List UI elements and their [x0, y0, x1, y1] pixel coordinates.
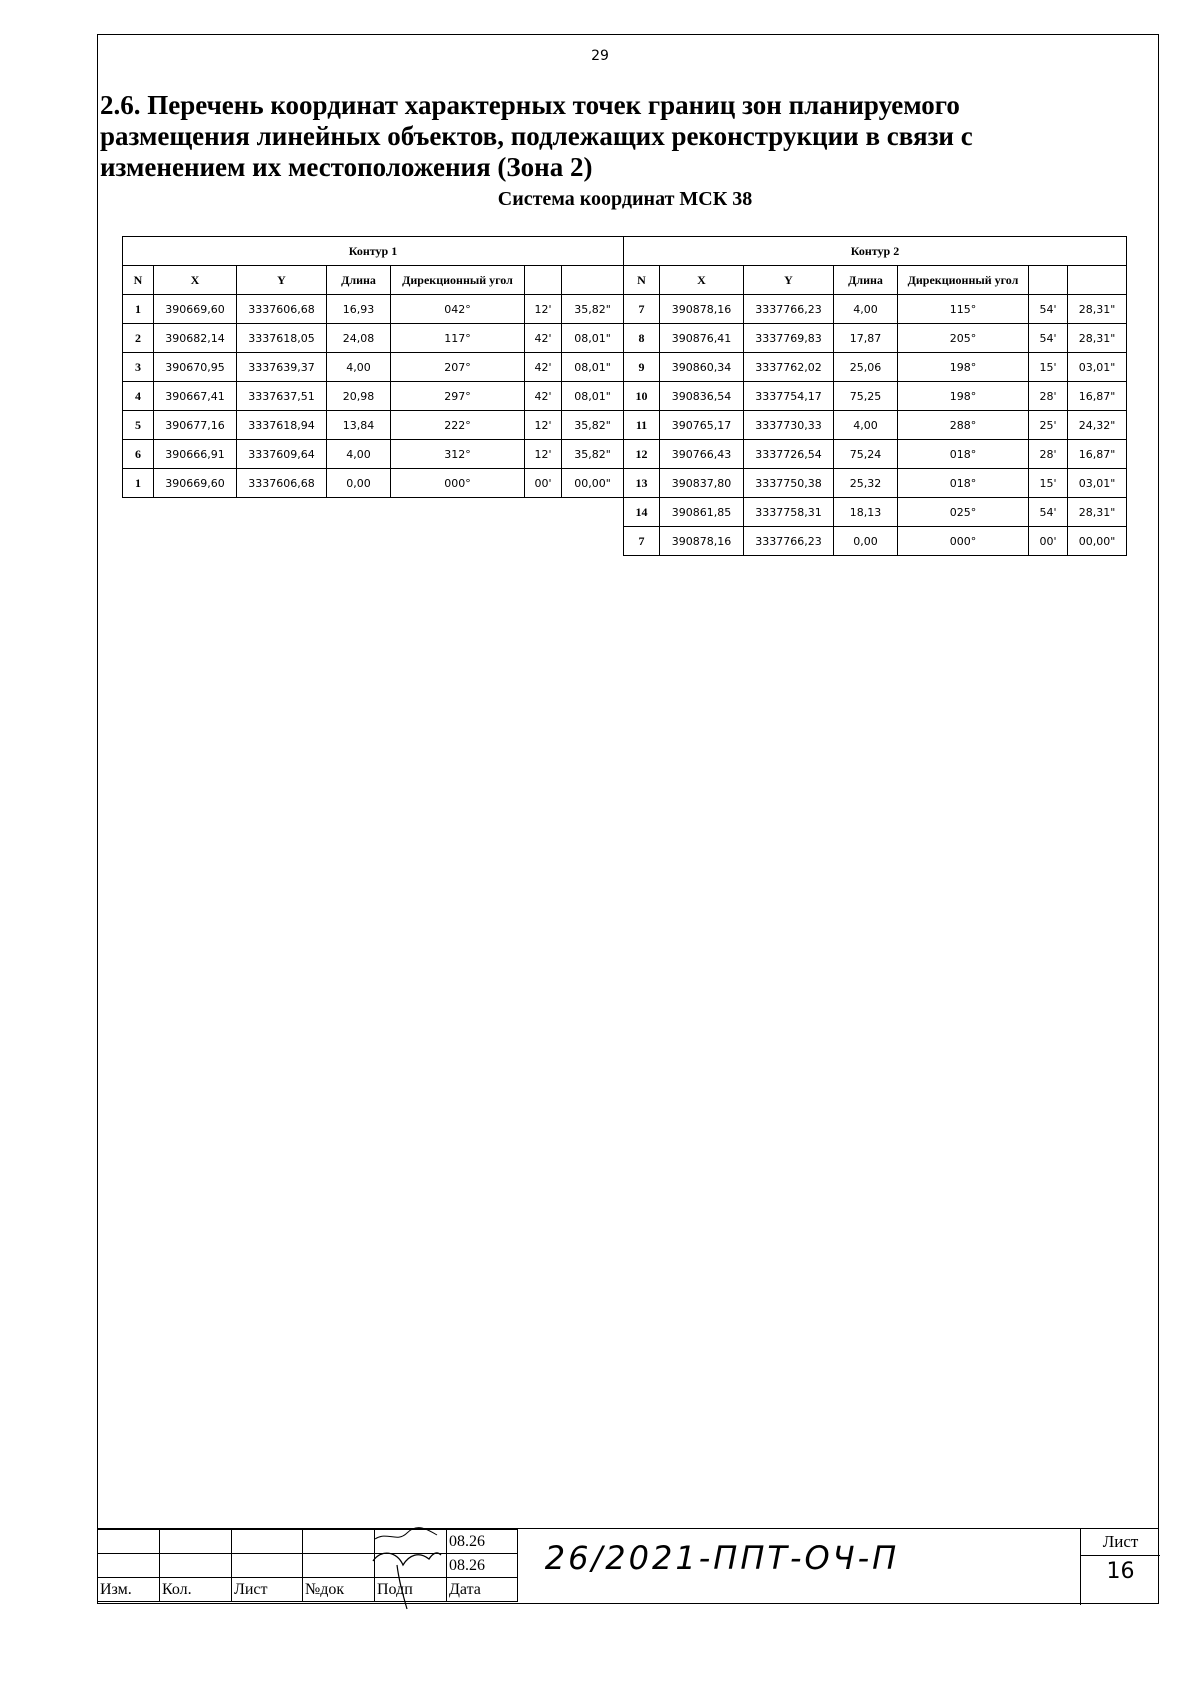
- angle-minutes: 25': [1029, 411, 1068, 440]
- angle-minutes: 12': [525, 411, 562, 440]
- point-number: 9: [624, 353, 660, 382]
- col-minutes: [525, 266, 562, 295]
- y-coordinate: 3337639,37: [237, 353, 327, 382]
- angle-seconds: 08,01": [562, 382, 624, 411]
- angle-degrees: 222°: [391, 411, 525, 440]
- point-number: 7: [624, 527, 660, 556]
- length: 16,93: [327, 295, 391, 324]
- point-number: 6: [123, 440, 154, 469]
- table-row: [123, 295, 624, 324]
- stamp-label-izm: Изм.: [98, 1578, 160, 1602]
- stamp-label-kol: Кол.: [160, 1578, 232, 1602]
- contour-2-label: Контур 2: [624, 237, 1127, 266]
- point-number: 2: [123, 324, 154, 353]
- angle-seconds: 35,82": [562, 440, 624, 469]
- angle-degrees: 000°: [391, 469, 525, 498]
- table-row: [624, 353, 1127, 382]
- table-row: [123, 353, 624, 382]
- table-row: [123, 469, 624, 498]
- x-coordinate: 390837,80: [660, 469, 744, 498]
- document-code: 26/2021-ППТ-ОЧ-П: [544, 1539, 900, 1577]
- handwritten-signature: [367, 1525, 447, 1615]
- point-number: 3: [123, 353, 154, 382]
- angle-minutes: 42': [525, 324, 562, 353]
- col-length: Длина: [834, 266, 898, 295]
- angle-seconds: 24,32": [1068, 411, 1127, 440]
- angle-minutes: 28': [1029, 440, 1068, 469]
- col-minutes: [1029, 266, 1068, 295]
- angle-minutes: 42': [525, 353, 562, 382]
- angle-seconds: 28,31": [1068, 295, 1127, 324]
- x-coordinate: 390669,60: [154, 469, 237, 498]
- angle-minutes: 28': [1029, 382, 1068, 411]
- length: 0,00: [834, 527, 898, 556]
- table-row: [123, 440, 624, 469]
- angle-seconds: 08,01": [562, 353, 624, 382]
- x-coordinate: 390765,17: [660, 411, 744, 440]
- point-number: 1: [123, 295, 154, 324]
- length: 25,32: [834, 469, 898, 498]
- col-y: Y: [237, 266, 327, 295]
- y-coordinate: 3337754,17: [744, 382, 834, 411]
- stamp-date-2: 08.26: [447, 1554, 518, 1578]
- stamp-label-ndok: №док: [303, 1578, 375, 1602]
- length: 75,24: [834, 440, 898, 469]
- col-n: N: [624, 266, 660, 295]
- y-coordinate: 3337618,94: [237, 411, 327, 440]
- col-x: X: [154, 266, 237, 295]
- table-row: [624, 324, 1127, 353]
- angle-minutes: 00': [1029, 527, 1068, 556]
- x-coordinate: 390670,95: [154, 353, 237, 382]
- y-coordinate: 3337730,33: [744, 411, 834, 440]
- stamp-label-list: Лист: [232, 1578, 303, 1602]
- x-coordinate: 390666,91: [154, 440, 237, 469]
- point-number: 4: [123, 382, 154, 411]
- coordinate-system-subtitle: Система координат МСК 38: [497, 188, 753, 210]
- col-seconds: [1068, 266, 1127, 295]
- stamp-label-podp: Подп: [375, 1578, 447, 1602]
- sheet-label: Лист: [1081, 1529, 1160, 1556]
- length: 17,87: [834, 324, 898, 353]
- angle-minutes: 15': [1029, 469, 1068, 498]
- length: 4,00: [327, 440, 391, 469]
- angle-minutes: 54': [1029, 324, 1068, 353]
- point-number: 8: [624, 324, 660, 353]
- angle-degrees: 312°: [391, 440, 525, 469]
- sheet-number: 16: [1106, 1559, 1135, 1584]
- point-number: 7: [624, 295, 660, 324]
- x-coordinate: 390836,54: [660, 382, 744, 411]
- length: 4,00: [834, 295, 898, 324]
- angle-minutes: 54': [1029, 295, 1068, 324]
- angle-minutes: 12': [525, 295, 562, 324]
- y-coordinate: 3337766,23: [744, 295, 834, 324]
- col-x: X: [660, 266, 744, 295]
- angle-minutes: 12': [525, 440, 562, 469]
- angle-seconds: 28,31": [1068, 498, 1127, 527]
- x-coordinate: 390766,43: [660, 440, 744, 469]
- point-number: 5: [123, 411, 154, 440]
- point-number: 10: [624, 382, 660, 411]
- y-coordinate: 3337750,38: [744, 469, 834, 498]
- length: 13,84: [327, 411, 391, 440]
- angle-minutes: 00': [525, 469, 562, 498]
- contour-2-table: [623, 236, 1127, 556]
- x-coordinate: 390860,34: [660, 353, 744, 382]
- angle-degrees: 205°: [898, 324, 1029, 353]
- y-coordinate: 3337766,23: [744, 527, 834, 556]
- angle-seconds: 16,87": [1068, 382, 1127, 411]
- table-row: [624, 440, 1127, 469]
- col-length: Длина: [327, 266, 391, 295]
- table-row: [624, 295, 1127, 324]
- y-coordinate: 3337726,54: [744, 440, 834, 469]
- angle-seconds: 00,00": [1068, 527, 1127, 556]
- x-coordinate: 390861,85: [660, 498, 744, 527]
- length: 4,00: [834, 411, 898, 440]
- angle-minutes: 42': [525, 382, 562, 411]
- point-number: 11: [624, 411, 660, 440]
- angle-degrees: 115°: [898, 295, 1029, 324]
- col-n: N: [123, 266, 154, 295]
- col-angle: Дирекционный угол: [391, 266, 525, 295]
- stamp-label-data: Дата: [447, 1578, 518, 1602]
- y-coordinate: 3337758,31: [744, 498, 834, 527]
- angle-degrees: 042°: [391, 295, 525, 324]
- contour-1-label: Контур 1: [123, 237, 624, 266]
- table-row: [624, 498, 1127, 527]
- stamp-date-1: 08.26: [447, 1530, 518, 1554]
- angle-degrees: 198°: [898, 353, 1029, 382]
- angle-seconds: 35,82": [562, 411, 624, 440]
- title-block: [97, 1528, 1159, 1605]
- angle-degrees: 018°: [898, 440, 1029, 469]
- x-coordinate: 390876,41: [660, 324, 744, 353]
- angle-degrees: 288°: [898, 411, 1029, 440]
- length: 4,00: [327, 353, 391, 382]
- table-row: [123, 411, 624, 440]
- col-seconds: [562, 266, 624, 295]
- x-coordinate: 390878,16: [660, 527, 744, 556]
- length: 20,98: [327, 382, 391, 411]
- x-coordinate: 390878,16: [660, 295, 744, 324]
- angle-degrees: 207°: [391, 353, 525, 382]
- length: 0,00: [327, 469, 391, 498]
- table-row: [624, 469, 1127, 498]
- angle-degrees: 025°: [898, 498, 1029, 527]
- length: 25,06: [834, 353, 898, 382]
- x-coordinate: 390677,16: [154, 411, 237, 440]
- section-title: 2.6. Перечень координат характерных точек границ зон планируемого размещения линейных объектов, подлежащих реконструкции в связи с изменением их местоположения (Зона 2): [100, 90, 973, 182]
- point-number: 14: [624, 498, 660, 527]
- y-coordinate: 3337618,05: [237, 324, 327, 353]
- angle-degrees: 198°: [898, 382, 1029, 411]
- angle-degrees: 117°: [391, 324, 525, 353]
- angle-degrees: 018°: [898, 469, 1029, 498]
- length: 18,13: [834, 498, 898, 527]
- y-coordinate: 3337637,51: [237, 382, 327, 411]
- angle-seconds: 03,01": [1068, 469, 1127, 498]
- y-coordinate: 3337769,83: [744, 324, 834, 353]
- x-coordinate: 390669,60: [154, 295, 237, 324]
- angle-seconds: 00,00": [562, 469, 624, 498]
- length: 24,08: [327, 324, 391, 353]
- y-coordinate: 3337762,02: [744, 353, 834, 382]
- length: 75,25: [834, 382, 898, 411]
- page-number: 29: [591, 48, 609, 64]
- sheet-box: [1080, 1529, 1160, 1605]
- table-row: [624, 411, 1127, 440]
- angle-seconds: 28,31": [1068, 324, 1127, 353]
- col-y: Y: [744, 266, 834, 295]
- y-coordinate: 3337606,68: [237, 295, 327, 324]
- angle-minutes: 15': [1029, 353, 1068, 382]
- angle-seconds: 08,01": [562, 324, 624, 353]
- angle-degrees: 000°: [898, 527, 1029, 556]
- table-row: [624, 382, 1127, 411]
- table-row: [123, 324, 624, 353]
- angle-minutes: 54': [1029, 498, 1068, 527]
- revision-stamp: [97, 1529, 518, 1602]
- contour-1-table: [122, 236, 624, 498]
- angle-seconds: 35,82": [562, 295, 624, 324]
- point-number: 13: [624, 469, 660, 498]
- col-angle: Дирекционный угол: [898, 266, 1029, 295]
- y-coordinate: 3337609,64: [237, 440, 327, 469]
- point-number: 12: [624, 440, 660, 469]
- point-number: 1: [123, 469, 154, 498]
- angle-seconds: 03,01": [1068, 353, 1127, 382]
- x-coordinate: 390682,14: [154, 324, 237, 353]
- table-row: [624, 527, 1127, 556]
- y-coordinate: 3337606,68: [237, 469, 327, 498]
- angle-degrees: 297°: [391, 382, 525, 411]
- table-row: [123, 382, 624, 411]
- angle-seconds: 16,87": [1068, 440, 1127, 469]
- x-coordinate: 390667,41: [154, 382, 237, 411]
